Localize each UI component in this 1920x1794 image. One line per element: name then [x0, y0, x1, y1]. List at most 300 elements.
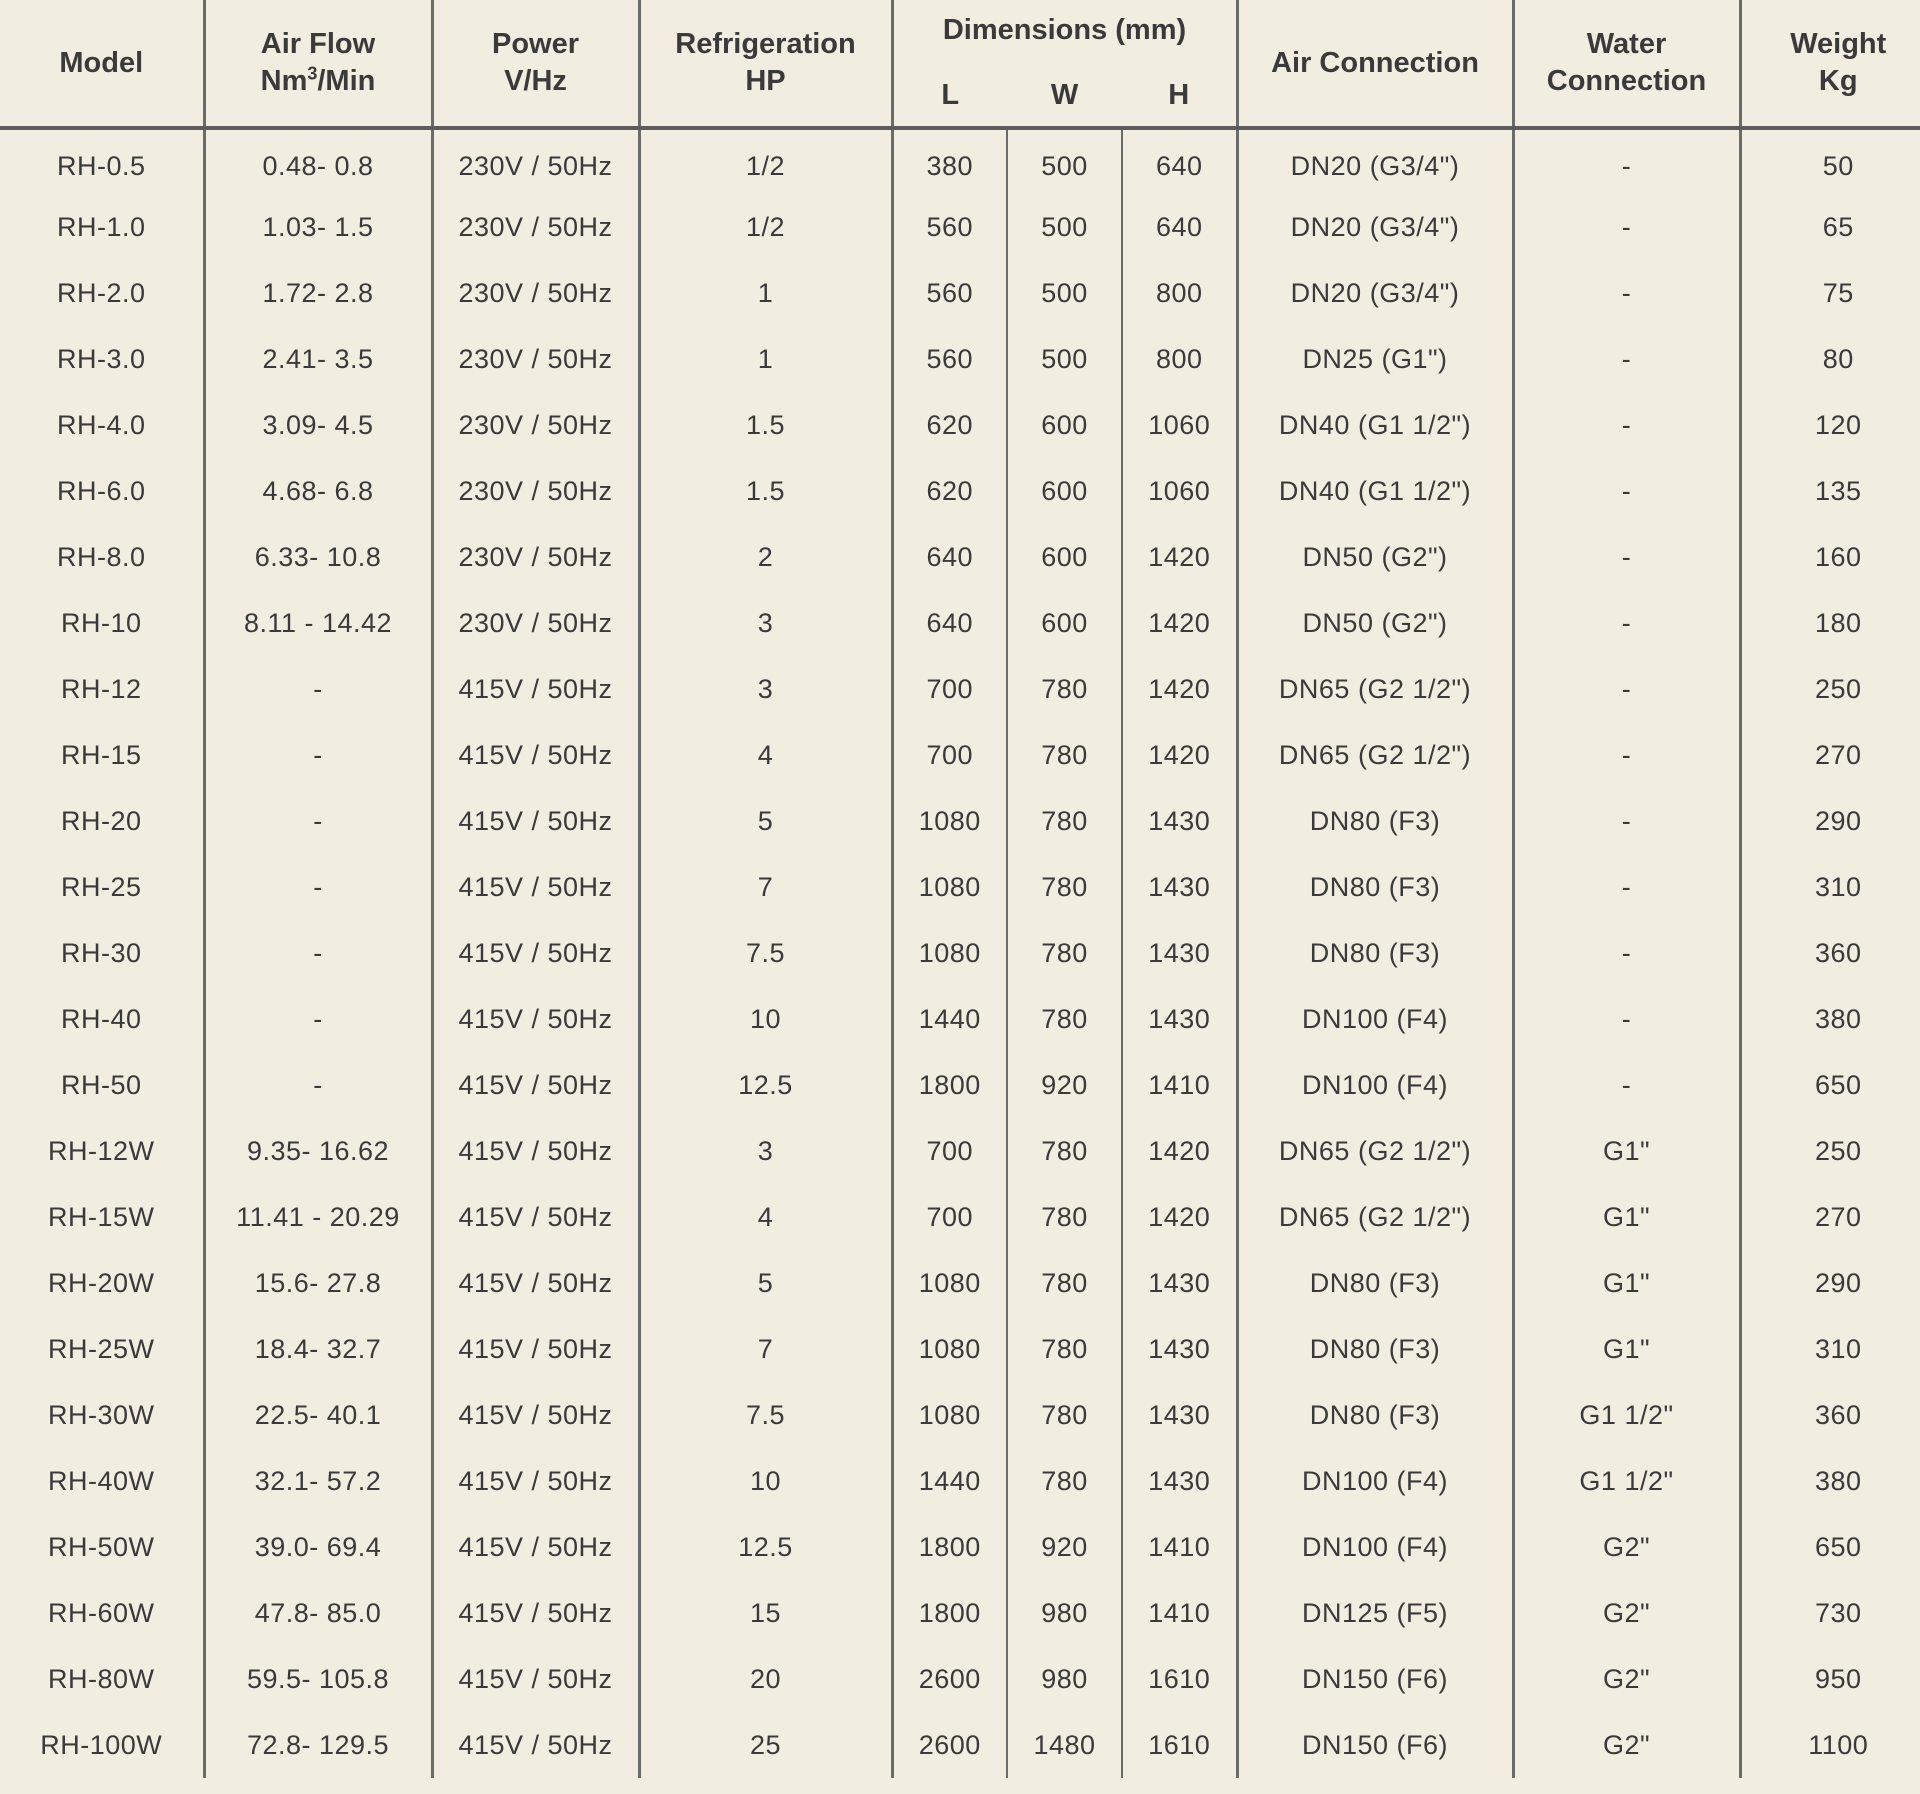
- cell-dim-h: 1430: [1122, 1448, 1237, 1514]
- cell-refrigeration-hp: 3: [639, 1118, 892, 1184]
- cell-dim-w: 600: [1007, 392, 1122, 458]
- table-row: [0, 1712, 1920, 1778]
- table-row: [0, 920, 1920, 986]
- cell-dim-w: 780: [1007, 986, 1122, 1052]
- cell-water-connection: -: [1513, 260, 1740, 326]
- cell-air-flow: 2.41- 3.5: [204, 326, 432, 392]
- cell-power: 415V / 50Hz: [432, 854, 639, 920]
- cell-model: RH-6.0: [56, 475, 146, 506]
- cell-weight: 360: [1740, 920, 1920, 986]
- cell-weight: 80: [1740, 326, 1920, 392]
- cell-weight: 160: [1740, 524, 1920, 590]
- cell-dim-h: 800: [1122, 260, 1237, 326]
- cell-air-flow: 1.03- 1.5: [204, 194, 432, 260]
- header-air-flow-line2: [206, 63, 431, 100]
- cell-model: RH-25: [60, 871, 142, 902]
- cell-air-connection: DN80 (F3): [1237, 1382, 1513, 1448]
- cell-air-connection: DN100 (F4): [1237, 986, 1513, 1052]
- cell-dim-w: 600: [1007, 458, 1122, 524]
- header-power-line2: V/Hz: [504, 65, 567, 97]
- cell-air-flow: -: [204, 854, 432, 920]
- cell-power: 415V / 50Hz: [432, 1382, 639, 1448]
- table-row: [0, 1118, 1920, 1184]
- cell-water-connection: G1 1/2": [1513, 1448, 1740, 1514]
- header-air-flow-unit-sup: 3: [307, 63, 318, 84]
- cell-dim-h: 1430: [1122, 854, 1237, 920]
- header-air-flow-line1: Air Flow: [260, 28, 376, 60]
- cell-dim-w: 780: [1007, 920, 1122, 986]
- table-row: [0, 1580, 1920, 1646]
- cell-model: RH-50W: [47, 1531, 155, 1562]
- header-air-flow-unit-post: /Min: [317, 65, 376, 97]
- cell-model: RH-20: [60, 805, 142, 836]
- cell-refrigeration-hp: 1.5: [639, 458, 892, 524]
- cell-dim-l: 620: [892, 392, 1007, 458]
- cell-water-connection: -: [1513, 1052, 1740, 1118]
- cell-refrigeration-hp: 3: [639, 656, 892, 722]
- cell-refrigeration-hp: 20: [639, 1646, 892, 1712]
- cell-air-flow: -: [204, 722, 432, 788]
- cell-model: RH-1.0: [56, 211, 146, 242]
- header-air-flow-unit-pre: Nm: [260, 65, 308, 97]
- cell-air-flow: 59.5- 105.8: [204, 1646, 432, 1712]
- cell-air-connection: DN50 (G2"): [1237, 524, 1513, 590]
- table-row: [0, 128, 1920, 194]
- cell-water-connection: -: [1513, 590, 1740, 656]
- cell-air-connection: DN65 (G2 1/2"): [1237, 722, 1513, 788]
- cell-refrigeration-hp: 7: [639, 854, 892, 920]
- cell-power: 415V / 50Hz: [432, 1448, 639, 1514]
- cell-dim-l: 640: [892, 590, 1007, 656]
- cell-dim-h: 640: [1122, 128, 1237, 194]
- cell-model: RH-30W: [47, 1399, 155, 1430]
- cell-power: 415V / 50Hz: [432, 1580, 639, 1646]
- cell-air-flow: -: [204, 920, 432, 986]
- cell-air-flow: 39.0- 69.4: [204, 1514, 432, 1580]
- cell-weight: 380: [1740, 986, 1920, 1052]
- table-row: [0, 722, 1920, 788]
- cell-refrigeration-hp: 1/2: [639, 194, 892, 260]
- cell-power: 415V / 50Hz: [432, 1316, 639, 1382]
- cell-water-connection: -: [1513, 920, 1740, 986]
- cell-power: 415V / 50Hz: [432, 1052, 639, 1118]
- cell-dim-l: 1080: [892, 920, 1007, 986]
- cell-dim-l: 1440: [892, 1448, 1007, 1514]
- cell-weight: 360: [1740, 1382, 1920, 1448]
- cell-dim-l: 2600: [892, 1712, 1007, 1778]
- header-weight-line1: Weight: [1790, 28, 1887, 60]
- table-row: [0, 1250, 1920, 1316]
- cell-water-connection: -: [1513, 194, 1740, 260]
- cell-dim-l: 1080: [892, 788, 1007, 854]
- cell-dim-w: 780: [1007, 854, 1122, 920]
- cell-dim-w: 500: [1007, 194, 1122, 260]
- table-row: [0, 524, 1920, 590]
- cell-dim-h: 1420: [1122, 1118, 1237, 1184]
- cell-dim-l: 560: [892, 260, 1007, 326]
- cell-model: RH-12W: [47, 1135, 155, 1166]
- cell-dim-l: 1800: [892, 1514, 1007, 1580]
- header-row-main: [0, 0, 1920, 64]
- cell-water-connection: -: [1513, 458, 1740, 524]
- cell-water-connection: G2": [1513, 1580, 1740, 1646]
- cell-dim-w: 920: [1007, 1052, 1122, 1118]
- header-power: [432, 0, 639, 128]
- cell-model: RH-8.0: [56, 541, 146, 572]
- cell-water-connection: -: [1513, 788, 1740, 854]
- cell-dim-l: 560: [892, 326, 1007, 392]
- cell-dim-h: 1430: [1122, 1316, 1237, 1382]
- cell-model: RH-10: [60, 607, 142, 638]
- cell-air-flow: 18.4- 32.7: [204, 1316, 432, 1382]
- cell-weight: 310: [1740, 854, 1920, 920]
- cell-air-connection: DN20 (G3/4"): [1237, 128, 1513, 194]
- table-row: [0, 986, 1920, 1052]
- cell-model: RH-3.0: [56, 343, 146, 374]
- cell-air-flow: 47.8- 85.0: [204, 1580, 432, 1646]
- cell-power: 415V / 50Hz: [432, 986, 639, 1052]
- header-water-line1: Water: [1586, 28, 1667, 60]
- table-row: [0, 1448, 1920, 1514]
- cell-air-connection: DN50 (G2"): [1237, 590, 1513, 656]
- cell-model: RH-40W: [47, 1465, 155, 1496]
- cell-power: 230V / 50Hz: [432, 392, 639, 458]
- cell-air-connection: DN80 (F3): [1237, 1316, 1513, 1382]
- cell-water-connection: -: [1513, 524, 1740, 590]
- cell-dim-w: 780: [1007, 722, 1122, 788]
- table-row: [0, 1514, 1920, 1580]
- header-dim-h: H: [1168, 78, 1190, 111]
- cell-dim-w: 780: [1007, 1316, 1122, 1382]
- cell-refrigeration-hp: 7: [639, 1316, 892, 1382]
- table-body: [0, 128, 1920, 1778]
- cell-weight: 1100: [1740, 1712, 1920, 1778]
- cell-water-connection: -: [1513, 854, 1740, 920]
- cell-weight: 250: [1740, 656, 1920, 722]
- cell-air-flow: 9.35- 16.62: [204, 1118, 432, 1184]
- cell-air-flow: 11.41 - 20.29: [204, 1184, 432, 1250]
- cell-dim-l: 700: [892, 1184, 1007, 1250]
- cell-dim-h: 1410: [1122, 1514, 1237, 1580]
- cell-dim-h: 640: [1122, 194, 1237, 260]
- cell-dim-h: 1420: [1122, 524, 1237, 590]
- cell-model: RH-20W: [47, 1267, 155, 1298]
- cell-dim-w: 500: [1007, 326, 1122, 392]
- cell-weight: 290: [1740, 788, 1920, 854]
- cell-weight: 950: [1740, 1646, 1920, 1712]
- cell-weight: 730: [1740, 1580, 1920, 1646]
- cell-dim-h: 1420: [1122, 1184, 1237, 1250]
- header-dim-l: L: [892, 64, 1007, 128]
- cell-dim-w: 600: [1007, 590, 1122, 656]
- cell-air-connection: DN150 (F6): [1237, 1646, 1513, 1712]
- cell-weight: 270: [1740, 722, 1920, 788]
- cell-dim-h: 1610: [1122, 1712, 1237, 1778]
- cell-weight: 270: [1740, 1184, 1920, 1250]
- cell-power: 415V / 50Hz: [432, 1514, 639, 1580]
- cell-dim-h: 1430: [1122, 1382, 1237, 1448]
- cell-weight: 290: [1740, 1250, 1920, 1316]
- cell-refrigeration-hp: 7.5: [639, 1382, 892, 1448]
- cell-weight: 250: [1740, 1118, 1920, 1184]
- cell-air-connection: DN65 (G2 1/2"): [1237, 656, 1513, 722]
- cell-air-connection: DN40 (G1 1/2"): [1237, 458, 1513, 524]
- cell-weight: 650: [1740, 1052, 1920, 1118]
- cell-dim-w: 780: [1007, 1448, 1122, 1514]
- cell-dim-w: 780: [1007, 1382, 1122, 1448]
- cell-refrigeration-hp: 5: [639, 1250, 892, 1316]
- cell-dim-l: 700: [892, 656, 1007, 722]
- cell-dim-w: 780: [1007, 1118, 1122, 1184]
- cell-model: RH-15: [60, 739, 142, 770]
- header-weight: [1740, 0, 1920, 128]
- cell-dim-l: 380: [892, 128, 1007, 194]
- cell-dim-h: 1410: [1122, 1580, 1237, 1646]
- table-header: [0, 0, 1920, 128]
- cell-refrigeration-hp: 4: [639, 722, 892, 788]
- cell-air-flow: 8.11 - 14.42: [204, 590, 432, 656]
- cell-refrigeration-hp: 2: [639, 524, 892, 590]
- header-refrigeration-line1: Refrigeration: [675, 28, 856, 60]
- cell-air-flow: 4.68- 6.8: [204, 458, 432, 524]
- cell-refrigeration-hp: 5: [639, 788, 892, 854]
- cell-air-flow: 72.8- 129.5: [204, 1712, 432, 1778]
- cell-refrigeration-hp: 4: [639, 1184, 892, 1250]
- cell-model: RH-40: [60, 1003, 142, 1034]
- cell-refrigeration-hp: 1.5: [639, 392, 892, 458]
- cell-dim-l: 1800: [892, 1580, 1007, 1646]
- cell-dim-h: 1430: [1122, 920, 1237, 986]
- table-row: [0, 326, 1920, 392]
- cell-dim-w: 600: [1007, 524, 1122, 590]
- cell-dim-l: 640: [892, 524, 1007, 590]
- cell-dim-w: 980: [1007, 1580, 1122, 1646]
- table-row: [0, 1382, 1920, 1448]
- cell-refrigeration-hp: 10: [639, 1448, 892, 1514]
- cell-air-connection: DN100 (F4): [1237, 1448, 1513, 1514]
- cell-dim-h: 1420: [1122, 656, 1237, 722]
- cell-air-connection: DN20 (G3/4"): [1237, 260, 1513, 326]
- cell-refrigeration-hp: 25: [639, 1712, 892, 1778]
- cell-dim-l: 560: [892, 194, 1007, 260]
- table-row: [0, 458, 1920, 524]
- cell-air-flow: 15.6- 27.8: [204, 1250, 432, 1316]
- cell-weight: 75: [1740, 260, 1920, 326]
- cell-air-flow: 0.48- 0.8: [204, 128, 432, 194]
- cell-dim-w: 500: [1007, 260, 1122, 326]
- cell-water-connection: G1": [1513, 1184, 1740, 1250]
- cell-model: RH-80W: [47, 1663, 155, 1694]
- cell-air-connection: DN100 (F4): [1237, 1052, 1513, 1118]
- cell-air-connection: DN150 (F6): [1237, 1712, 1513, 1778]
- cell-air-connection: DN40 (G1 1/2"): [1237, 392, 1513, 458]
- cell-dim-l: 620: [892, 458, 1007, 524]
- cell-dim-l: 1080: [892, 854, 1007, 920]
- cell-dim-w: 780: [1007, 1184, 1122, 1250]
- cell-air-flow: 32.1- 57.2: [204, 1448, 432, 1514]
- header-water-connection: [1513, 0, 1740, 128]
- cell-power: 415V / 50Hz: [432, 788, 639, 854]
- header-air-connection: [1237, 0, 1513, 128]
- cell-power: 415V / 50Hz: [432, 722, 639, 788]
- cell-water-connection: G2": [1513, 1712, 1740, 1778]
- cell-weight: 180: [1740, 590, 1920, 656]
- header-refrigeration-line2: HP: [745, 65, 786, 97]
- cell-air-flow: -: [204, 1052, 432, 1118]
- cell-dim-l: 1080: [892, 1382, 1007, 1448]
- cell-air-connection: DN80 (F3): [1237, 1250, 1513, 1316]
- cell-air-connection: DN65 (G2 1/2"): [1237, 1118, 1513, 1184]
- cell-model: RH-50: [60, 1069, 142, 1100]
- cell-refrigeration-hp: 7.5: [639, 920, 892, 986]
- cell-dim-w: 980: [1007, 1646, 1122, 1712]
- cell-model: RH-100W: [40, 1729, 163, 1760]
- cell-refrigeration-hp: 1: [639, 326, 892, 392]
- cell-power: 230V / 50Hz: [432, 590, 639, 656]
- cell-water-connection: G1": [1513, 1118, 1740, 1184]
- cell-power: 415V / 50Hz: [432, 1184, 639, 1250]
- header-air-connection-label: Air Connection: [1271, 46, 1479, 79]
- cell-water-connection: -: [1513, 656, 1740, 722]
- cell-dim-l: 1080: [892, 1250, 1007, 1316]
- cell-air-flow: -: [204, 788, 432, 854]
- cell-air-flow: 1.72- 2.8: [204, 260, 432, 326]
- cell-model: RH-15W: [47, 1201, 155, 1232]
- cell-dim-h: 1430: [1122, 1250, 1237, 1316]
- cell-water-connection: -: [1513, 986, 1740, 1052]
- header-air-flow: [204, 0, 432, 128]
- header-water-line2: Connection: [1546, 65, 1707, 97]
- cell-dim-h: 1430: [1122, 788, 1237, 854]
- cell-refrigeration-hp: 12.5: [639, 1052, 892, 1118]
- cell-refrigeration-hp: 1: [639, 260, 892, 326]
- cell-power: 415V / 50Hz: [432, 1646, 639, 1712]
- cell-refrigeration-hp: 12.5: [639, 1514, 892, 1580]
- cell-water-connection: -: [1513, 326, 1740, 392]
- cell-air-connection: DN100 (F4): [1237, 1514, 1513, 1580]
- cell-air-connection: DN25 (G1"): [1237, 326, 1513, 392]
- table-row: [0, 1316, 1920, 1382]
- cell-dim-w: 1480: [1007, 1712, 1122, 1778]
- header-dim-w: W: [1050, 78, 1079, 111]
- cell-air-flow: 6.33- 10.8: [204, 524, 432, 590]
- cell-model: RH-4.0: [56, 409, 146, 440]
- cell-power: 230V / 50Hz: [432, 458, 639, 524]
- cell-dim-h: 1610: [1122, 1646, 1237, 1712]
- cell-power: 415V / 50Hz: [432, 1250, 639, 1316]
- cell-model: RH-30: [60, 937, 142, 968]
- cell-air-connection: DN125 (F5): [1237, 1580, 1513, 1646]
- cell-water-connection: G2": [1513, 1646, 1740, 1712]
- cell-air-flow: -: [204, 986, 432, 1052]
- cell-dim-l: 1800: [892, 1052, 1007, 1118]
- cell-power: 415V / 50Hz: [432, 1118, 639, 1184]
- cell-dim-h: 1430: [1122, 986, 1237, 1052]
- cell-dim-h: 1420: [1122, 590, 1237, 656]
- cell-weight: 65: [1740, 194, 1920, 260]
- cell-air-connection: DN80 (F3): [1237, 788, 1513, 854]
- cell-weight: 310: [1740, 1316, 1920, 1382]
- cell-refrigeration-hp: 15: [639, 1580, 892, 1646]
- cell-power: 230V / 50Hz: [432, 524, 639, 590]
- table-row: [0, 854, 1920, 920]
- cell-air-flow: 3.09- 4.5: [204, 392, 432, 458]
- table-row: [0, 194, 1920, 260]
- cell-water-connection: -: [1513, 722, 1740, 788]
- cell-power: 415V / 50Hz: [432, 656, 639, 722]
- cell-model: RH-2.0: [56, 277, 146, 308]
- header-weight-line2: Kg: [1818, 65, 1858, 97]
- table-row: [0, 590, 1920, 656]
- cell-water-connection: -: [1513, 128, 1740, 194]
- cell-power: 230V / 50Hz: [432, 194, 639, 260]
- cell-dim-h: 1060: [1122, 458, 1237, 524]
- cell-air-flow: 22.5- 40.1: [204, 1382, 432, 1448]
- cell-dim-h: 800: [1122, 326, 1237, 392]
- cell-dim-w: 780: [1007, 1250, 1122, 1316]
- cell-weight: 120: [1740, 392, 1920, 458]
- cell-dim-w: 500: [1007, 128, 1122, 194]
- table-row: [0, 260, 1920, 326]
- cell-power: 230V / 50Hz: [432, 260, 639, 326]
- header-model: [0, 0, 204, 128]
- table-row: [0, 1646, 1920, 1712]
- cell-model: RH-25W: [47, 1333, 155, 1364]
- header-refrigeration: [639, 0, 892, 128]
- cell-weight: 135: [1740, 458, 1920, 524]
- header-model-label: Model: [59, 46, 144, 79]
- cell-model: RH-12: [60, 673, 142, 704]
- header-dimensions-label: Dimensions (mm): [942, 14, 1187, 46]
- cell-dim-l: 1080: [892, 1316, 1007, 1382]
- cell-dim-l: 700: [892, 722, 1007, 788]
- cell-model: RH-60W: [47, 1597, 155, 1628]
- cell-refrigeration-hp: 1/2: [639, 128, 892, 194]
- cell-dim-h: 1420: [1122, 722, 1237, 788]
- cell-weight: 50: [1740, 128, 1920, 194]
- cell-water-connection: G1 1/2": [1513, 1382, 1740, 1448]
- cell-dim-w: 780: [1007, 788, 1122, 854]
- cell-refrigeration-hp: 3: [639, 590, 892, 656]
- cell-refrigeration-hp: 10: [639, 986, 892, 1052]
- table-row: [0, 392, 1920, 458]
- cell-dim-w: 780: [1007, 656, 1122, 722]
- header-power-line1: Power: [491, 28, 580, 60]
- cell-dim-l: 700: [892, 1118, 1007, 1184]
- table-row: [0, 788, 1920, 854]
- cell-power: 230V / 50Hz: [432, 128, 639, 194]
- header-dimensions: [892, 0, 1237, 64]
- cell-air-connection: DN65 (G2 1/2"): [1237, 1184, 1513, 1250]
- table-row: [0, 656, 1920, 722]
- cell-model: RH-0.5: [56, 150, 146, 181]
- cell-dim-l: 1440: [892, 986, 1007, 1052]
- cell-air-connection: DN80 (F3): [1237, 920, 1513, 986]
- cell-water-connection: G2": [1513, 1514, 1740, 1580]
- cell-power: 415V / 50Hz: [432, 1712, 639, 1778]
- table-row: [0, 1184, 1920, 1250]
- cell-air-connection: DN80 (F3): [1237, 854, 1513, 920]
- cell-weight: 380: [1740, 1448, 1920, 1514]
- cell-dim-h: 1060: [1122, 392, 1237, 458]
- cell-power: 415V / 50Hz: [432, 920, 639, 986]
- cell-air-flow: -: [204, 656, 432, 722]
- cell-water-connection: G1": [1513, 1250, 1740, 1316]
- cell-power: 230V / 50Hz: [432, 326, 639, 392]
- cell-water-connection: -: [1513, 392, 1740, 458]
- cell-weight: 650: [1740, 1514, 1920, 1580]
- cell-water-connection: G1": [1513, 1316, 1740, 1382]
